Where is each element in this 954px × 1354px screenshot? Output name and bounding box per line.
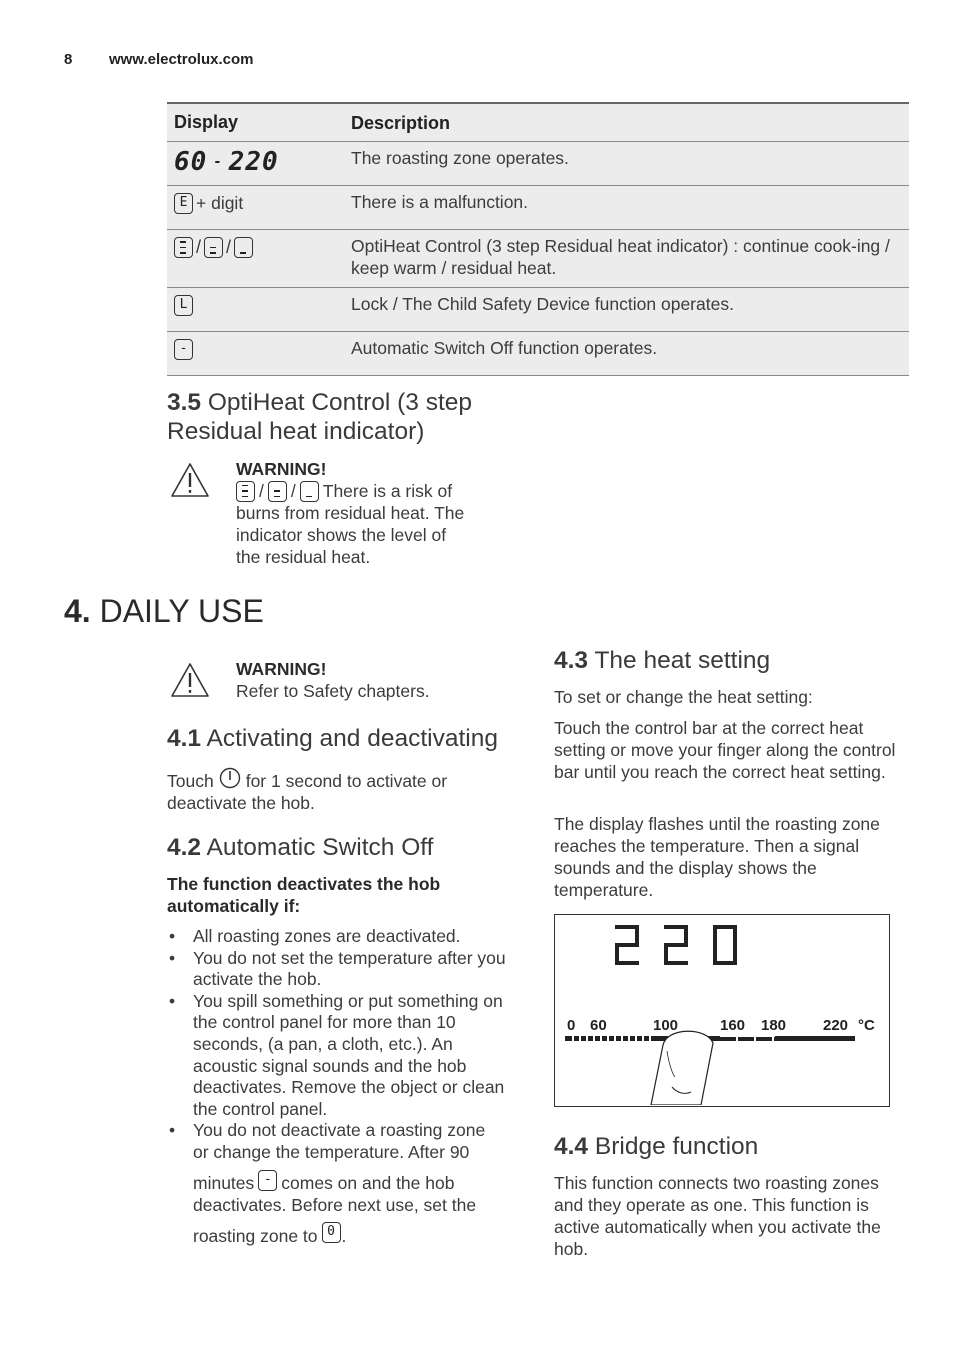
text-fragment: or change the temperature. After 90 — [193, 1141, 470, 1162]
section-4-3-heading — [554, 646, 770, 675]
section-title-line1: OptiHeat Control (3 step — [207, 389, 473, 416]
warning-label: WARNING! — [236, 659, 327, 679]
table-row — [167, 332, 909, 376]
column-header-display: Display — [174, 112, 239, 132]
text-fragment: • You do not deactivate a roasting zone — [193, 1120, 486, 1141]
auto-off-dash-icon: - — [174, 339, 193, 360]
column-header-description: Description — [351, 113, 451, 133]
section-number: 4.4 — [554, 1133, 589, 1160]
section-4-1-heading — [167, 724, 498, 753]
residual-heat-medium-icon — [268, 481, 287, 502]
separator: / — [196, 237, 202, 257]
scale-label: 100 — [653, 1017, 679, 1034]
unit-label: °C — [858, 1017, 875, 1034]
residual-heat-medium-icon — [204, 237, 223, 258]
section-4-3-p1: To set or change the heat setting: — [554, 687, 813, 707]
section-number: 3.5 — [167, 389, 202, 416]
lock-l-icon: L — [174, 295, 193, 316]
display-cell — [174, 147, 279, 177]
scale-label: 160 — [720, 1017, 746, 1034]
list-item: • You do not set the temperature after you activate the hob. — [167, 948, 512, 991]
text-fragment: for 1 second to activate or — [245, 771, 448, 791]
zero-digit-icon: 0 — [322, 1222, 341, 1243]
section-title: Bridge function — [594, 1133, 759, 1160]
section-4-2-intro — [167, 873, 440, 917]
warning-text: There is a risk of — [322, 481, 453, 501]
section-title-line2: Residual heat indicator) — [167, 418, 425, 445]
list-item — [167, 1120, 512, 1247]
scale-label: 60 — [590, 1017, 607, 1034]
section-title: The heat setting — [594, 647, 771, 674]
section-4-3-p2: Touch the control bar at the correct heat setting or move your finger along the control bar until you reach the correct heat setting. — [554, 718, 896, 782]
lcd-value-220: 220 — [228, 147, 279, 177]
intro-line: The function deactivates the hob — [167, 874, 441, 894]
warning-text: Refer to Safety chapters. — [236, 681, 430, 701]
display-table — [167, 102, 909, 376]
intro-line: automatically if: — [167, 896, 301, 916]
separator: / — [290, 481, 296, 501]
table-header-row — [167, 102, 909, 142]
text-fragment: minutes — [193, 1172, 255, 1193]
residual-heat-high-icon — [236, 481, 255, 502]
warning-triangle-icon — [170, 462, 210, 498]
section-number: 4.2 — [167, 834, 202, 861]
table-row — [167, 230, 909, 288]
error-e-icon: E — [174, 193, 193, 214]
text-fragment: roasting zone to — [193, 1225, 318, 1246]
section-title: Activating and deactivating — [206, 725, 498, 752]
warning-icon-line — [236, 480, 464, 502]
text-fragment: deactivates. Before next use, set the — [193, 1194, 477, 1215]
warning-text: burns from residual heat. The — [236, 503, 465, 523]
list-item: • You spill something or put something on the control panel for more than 10 seconds, (a pan, a cloth, etc.). An acoustic signal sounds and the hob deactivates. Remove the object or clean the control panel. — [167, 991, 512, 1121]
warning-text: indicator shows the level of — [236, 525, 447, 545]
scale-label: 220 — [823, 1017, 849, 1034]
separator: / — [226, 237, 232, 257]
display-cell — [174, 339, 193, 360]
separator: / — [259, 481, 264, 501]
website-url[interactable]: www.electrolux.com — [109, 51, 254, 68]
section-4-1-text — [167, 767, 507, 814]
table-row — [167, 142, 909, 186]
description-cell: OptiHeat Control (3 step Residual heat indicator) : continue cook-ing / keep warm / residual heat. — [351, 236, 890, 278]
section-3-5-heading — [167, 388, 472, 446]
control-panel-figure — [554, 914, 890, 1107]
residual-heat-high-icon — [174, 237, 193, 258]
residual-heat-low-icon — [300, 481, 319, 502]
warning-label: WARNING! — [236, 459, 327, 479]
list-item: • All roasting zones are deactivated. — [167, 926, 512, 948]
lcd-separator: - — [213, 154, 223, 170]
chapter-4-heading — [64, 593, 264, 630]
section-number: 4.3 — [554, 647, 589, 674]
section-4-2-heading — [167, 833, 433, 862]
display-cell — [174, 237, 253, 258]
scale-label: 180 — [761, 1017, 787, 1034]
section-4-4-heading — [554, 1132, 758, 1161]
warning-triangle-icon — [170, 662, 210, 698]
auto-off-dash-icon: - — [258, 1170, 277, 1191]
text-fragment: . — [341, 1225, 347, 1246]
section-number: 4.1 — [167, 725, 202, 752]
residual-heat-low-icon — [234, 237, 253, 258]
description-cell: Automatic Switch Off function operates. — [351, 338, 658, 358]
digit-suffix: + digit — [196, 193, 244, 213]
display-cell — [174, 193, 243, 214]
display-cell — [174, 295, 193, 316]
text-fragment: Touch — [167, 771, 214, 791]
warning-block-3-5 — [236, 458, 464, 568]
table-row — [167, 288, 909, 332]
section-4-4-p1: This function connects two roasting zones and they operate as one. This function is active automatically when you activate the hob. — [554, 1173, 881, 1259]
text-fragment: deactivate the hob. — [167, 793, 315, 813]
description-cell: There is a malfunction. — [351, 192, 529, 212]
description-cell: The roasting zone operates. — [351, 148, 569, 168]
chapter-title: DAILY USE — [99, 593, 264, 629]
description-cell: Lock / The Child Safety Device function operates. — [351, 294, 734, 314]
power-on-off-icon — [219, 767, 241, 789]
section-title: Automatic Switch Off — [206, 834, 434, 861]
warning-text: the residual heat. — [236, 547, 371, 567]
page-number: 8 — [64, 51, 73, 68]
control-panel-illustration — [555, 915, 888, 1105]
text-fragment: comes on and the hob — [281, 1172, 455, 1193]
chapter-number: 4. — [64, 593, 91, 629]
scale-label: 0 — [567, 1017, 576, 1034]
lcd-value-60: 60 — [174, 147, 208, 177]
table-row — [167, 186, 909, 230]
auto-off-conditions-list — [167, 926, 512, 1247]
section-4-3-p3: The display flashes until the roasting zone reaches the temperature. Then a signal sounds and the display shows the temperature. — [554, 814, 880, 900]
warning-block-4 — [236, 658, 430, 702]
